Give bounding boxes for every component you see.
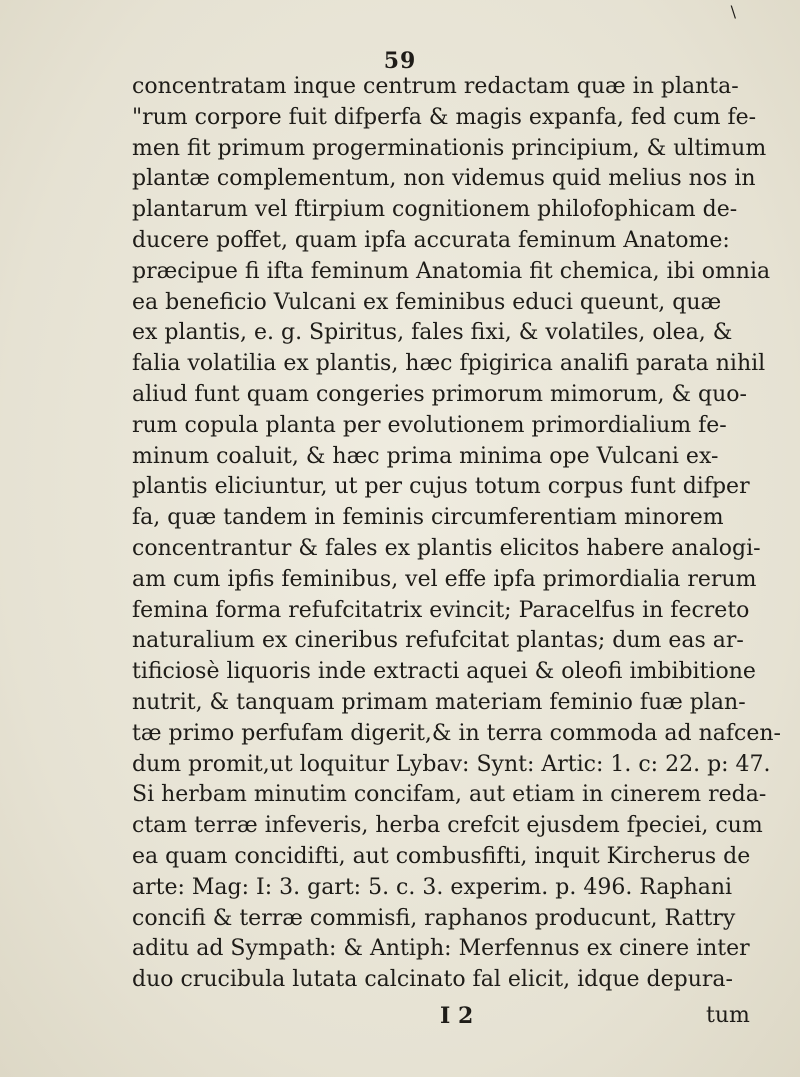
text-line: plantæ complementum, non videmus quid melius nos in	[132, 166, 756, 192]
text-line: ex plantis, e. g. Spiritus, fales fixi, & volatiles, olea, &	[132, 320, 733, 346]
text-line: arte: Mag: I: 3. gart: 5. c. 3. experim. p. 496. Raphani	[132, 874, 733, 900]
text-line: concifi & terræ commisfi, raphanos producunt, Rattry	[132, 905, 736, 931]
text-line: tificiosè liquoris inde extracti aquei & oleofi imbibitione	[132, 659, 756, 685]
text-line: aditu ad Sympath: & Antiph: Merfennus ex cinere inter	[132, 936, 750, 962]
text-line: minum coaluit, & hæc prima minima ope Vulcani ex-	[132, 443, 719, 469]
text-line: dum promit,ut loquitur Lybav: Synt: Artic: 1. c: 22. p: 47.	[132, 751, 771, 777]
text-line: ducere poffet, quam ipfa accurata feminum Anatome:	[132, 227, 730, 253]
text-line: nutrit, & tanquam primam materiam feminio fuæ plan-	[132, 689, 746, 715]
page-number: 59	[383, 48, 417, 74]
text-line: plantis eliciuntur, ut per cujus totum corpus funt difper	[132, 474, 750, 500]
text-line: fa, quæ tandem in feminis circumferentiam minorem	[132, 505, 724, 531]
text-line: aliud funt quam congeries primorum mimorum, & quo-	[132, 381, 747, 407]
text-line: duo crucibula lutata calcinato fal elicit, idque depura-	[132, 967, 733, 993]
text-line: falia volatilia ex plantis, hæc fpigirica analifi parata nihil	[132, 351, 766, 377]
signature-mark: I 2	[440, 1003, 474, 1029]
text-line: rum copula planta per evolutionem primordialium fe-	[132, 412, 727, 438]
text-line: am cum ipfis feminibus, vel effe ipfa primordialia rerum	[132, 566, 757, 592]
text-line: concentrantur & fales ex plantis elicitos habere analogi-	[132, 535, 761, 561]
text-line: naturalium ex cineribus refufcitat plantas; dum eas ar-	[132, 628, 744, 654]
text-line: ea beneficio Vulcani ex feminibus educi queunt, quæ	[132, 289, 722, 315]
text-line: ctam terræ infeveris, herba crefcit ejusdem fpeciei, cum	[132, 813, 763, 839]
text-line: præcipue fi ifta feminum Anatomia fit chemica, ibi omnia	[132, 258, 771, 284]
text-line: concentratam inque centrum redactam quæ in planta-	[132, 74, 739, 99]
text-line: Si herbam minutim concifam, aut etiam in cinerem reda-	[132, 782, 767, 808]
page-footer	[0, 1003, 800, 1033]
text-line: tæ primo perfufam digerit,& in terra commoda ad nafcen-	[132, 720, 781, 746]
body-text	[132, 72, 782, 996]
text-line: men fit primum progerminationis principium, & ultimum	[132, 135, 767, 161]
corner-mark: \	[730, 2, 736, 21]
text-line: ea quam concidifti, aut combusfifti, inquit Kircherus de	[132, 843, 751, 869]
text-line: "rum corpore fuit difperfa & magis expanfa, fed cum fe-	[132, 104, 757, 130]
text-line: plantarum vel ftirpium cognitionem philofophicam de-	[132, 197, 738, 223]
catchword: tum	[706, 1003, 750, 1028]
text-line: femina forma refufcitatrix evincit; Paracelfus in fecreto	[132, 597, 750, 623]
